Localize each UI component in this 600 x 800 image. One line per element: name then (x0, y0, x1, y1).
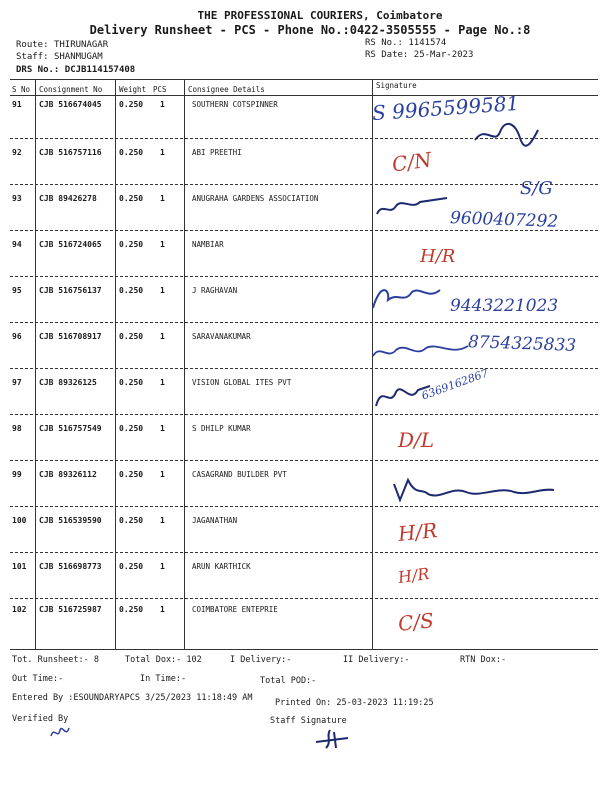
row-divider (10, 460, 598, 461)
rs-date-label: RS Date: (365, 50, 409, 60)
handwritten-note-101: H/R (396, 563, 431, 588)
row-consignment-no: CJB 89326112 (39, 470, 97, 479)
handwritten-note-100: H/R (396, 518, 439, 546)
row-sno: 99 (12, 470, 22, 479)
row-pcs: 1 (160, 332, 165, 341)
row-pcs: 1 (160, 424, 165, 433)
row-weight: 0.250 (119, 286, 144, 295)
route-label: Route: (16, 40, 49, 50)
row-consignment-no: CJB 516724065 (39, 240, 102, 249)
row-sno: 96 (12, 332, 22, 341)
col-header-sno: S No (12, 85, 31, 94)
handwritten-note-94: H/R (420, 246, 456, 267)
signature-93 (372, 192, 452, 222)
row-consignee: VISION GLOBAL ITES PVT (192, 378, 292, 387)
row-divider (10, 598, 598, 599)
table-bottom-rule (10, 649, 598, 650)
row-sno: 93 (12, 194, 22, 203)
handwritten-phone-97: 6369162867 (419, 366, 491, 403)
total-runsheet: Tot. Runsheet:- 8 (12, 655, 99, 665)
row-pcs: 1 (160, 562, 165, 571)
rs-no-label: RS No.: (365, 38, 403, 48)
row-sno: 94 (12, 240, 22, 249)
row-weight: 0.250 (119, 516, 144, 525)
row-consignee: ANUGRAHA GARDENS ASSOCIATION (192, 194, 319, 203)
row-consignee: CASAGRAND BUILDER PVT (192, 470, 287, 479)
staff-label: Staff: (16, 52, 49, 62)
row-pcs: 1 (160, 470, 165, 479)
col-header-signature: Signature (376, 81, 417, 90)
handwritten-note-92: C/N (390, 147, 434, 177)
row-pcs: 1 (160, 100, 165, 109)
staff-line (16, 52, 103, 62)
row-consignee: ARUN KARTHICK (192, 562, 251, 571)
rs-date-line (365, 50, 473, 60)
row-consignment-no: CJB 89426278 (39, 194, 97, 203)
row-pcs: 1 (160, 194, 165, 203)
col-divider (35, 79, 36, 649)
row-divider (10, 368, 598, 369)
verified-by-signature (48, 722, 72, 744)
row-consignee: COIMBATORE ENTEPRIE (192, 605, 278, 614)
row-weight: 0.250 (119, 240, 144, 249)
company-title: THE PROFESSIONAL COURIERS, Coimbatore (197, 9, 443, 22)
row-consignee: SOUTHERN COTSPINNER (192, 100, 278, 109)
row-sno: 92 (12, 148, 22, 157)
row-sno: 102 (12, 605, 27, 614)
table-top-rule (10, 79, 598, 80)
handwritten-note-93: S/G (520, 178, 553, 199)
ii-delivery: II Delivery:- (343, 655, 410, 665)
entered-by: Entered By :ESOUNDARYAPCS 3/25/2023 11:18:49 AM (12, 693, 253, 703)
signature-96 (368, 338, 478, 366)
total-pod: Total POD:- (260, 676, 317, 686)
row-consignment-no: CJB 516674045 (39, 100, 102, 109)
row-consignment-no: CJB 516708917 (39, 332, 102, 341)
col-header-weight: Weight (119, 85, 147, 94)
out-time: Out Time:- (12, 674, 64, 684)
col-header-consignee: Consignee Details (188, 85, 265, 94)
row-divider (10, 322, 598, 323)
handwritten-phone-96: 8754325833 (467, 332, 577, 356)
row-weight: 0.250 (119, 194, 144, 203)
rs-no-line (365, 38, 446, 48)
row-consignment-no: CJB 516698773 (39, 562, 102, 571)
row-weight: 0.250 (119, 332, 144, 341)
row-consignment-no: CJB 516756137 (39, 286, 102, 295)
drs-label: DRS No.: (16, 65, 60, 75)
row-consignment-no: CJB 516539590 (39, 516, 102, 525)
row-consignment-no: CJB 516725987 (39, 605, 102, 614)
row-pcs: 1 (160, 605, 165, 614)
row-sno: 97 (12, 378, 22, 387)
row-divider (10, 552, 598, 553)
total-dox: Total Dox:- 102 (125, 655, 202, 665)
row-sno: 100 (12, 516, 27, 525)
row-divider (10, 184, 598, 185)
handwritten-phone-93: 9600407292 (449, 208, 559, 232)
row-sno: 95 (12, 286, 22, 295)
row-consignee: SARAVANAKUMAR (192, 332, 251, 341)
route-line (16, 40, 108, 50)
signature-95 (368, 278, 448, 318)
rs-no-value: 1141574 (408, 38, 447, 48)
row-consignee: NAMBIAR (192, 240, 224, 249)
row-pcs: 1 (160, 148, 165, 157)
in-time: In Time:- (140, 674, 187, 684)
verified-by-label: Verified By (12, 714, 69, 724)
col-divider (184, 79, 185, 649)
row-sno: 101 (12, 562, 27, 571)
row-pcs: 1 (160, 286, 165, 295)
handwritten-note-102: C/S (396, 608, 435, 636)
signature-99 (388, 474, 558, 508)
row-weight: 0.250 (119, 100, 144, 109)
drs-line (16, 65, 135, 75)
staff-value: SHANMUGAM (53, 52, 103, 62)
row-weight: 0.250 (119, 605, 144, 614)
row-consignment-no: CJB 516757116 (39, 148, 102, 157)
col-divider (115, 79, 116, 649)
row-consignment-no: CJB 89326125 (39, 378, 97, 387)
staff-signature-label: Staff Signature (270, 716, 347, 726)
i-delivery: I Delivery:- (230, 655, 292, 665)
staff-signature-mark (312, 726, 352, 752)
row-pcs: 1 (160, 240, 165, 249)
row-divider (10, 276, 598, 277)
row-consignment-no: CJB 516757549 (39, 424, 102, 433)
row-consignee: JAGANATHAN (192, 516, 238, 525)
signature-91 (470, 120, 540, 150)
handwritten-phone-95: 9443221023 (450, 296, 559, 316)
row-weight: 0.250 (119, 562, 144, 571)
rs-date-value: 25-Mar-2023 (413, 50, 474, 60)
row-consignee: J RAGHAVAN (192, 286, 238, 295)
drs-value: DCJB114157408 (64, 65, 136, 75)
row-consignee: ABI PREETHI (192, 148, 242, 157)
row-weight: 0.250 (119, 148, 144, 157)
row-consignee: S DHILP KUMAR (192, 424, 251, 433)
row-sno: 98 (12, 424, 22, 433)
row-divider (10, 414, 598, 415)
handwritten-phone-91: S 9965599581 (371, 90, 520, 126)
route-value: THIRUNAGAR (53, 40, 109, 50)
col-header-consignment: Consignment No (39, 85, 103, 94)
handwritten-note-98: D/L (398, 428, 435, 452)
row-pcs: 1 (160, 378, 165, 387)
rtn-dox: RTN Dox:- (460, 655, 507, 665)
row-pcs: 1 (160, 516, 165, 525)
row-sno: 91 (12, 100, 22, 109)
row-weight: 0.250 (119, 378, 144, 387)
col-header-pcs: PCS (153, 85, 167, 94)
row-weight: 0.250 (119, 470, 144, 479)
printed-on: Printed On: 25-03-2023 11:19:25 (275, 698, 434, 708)
runsheet-title: Delivery Runsheet - PCS - Phone No.:0422-3505555 - Page No.:8 (89, 23, 531, 37)
row-weight: 0.250 (119, 424, 144, 433)
